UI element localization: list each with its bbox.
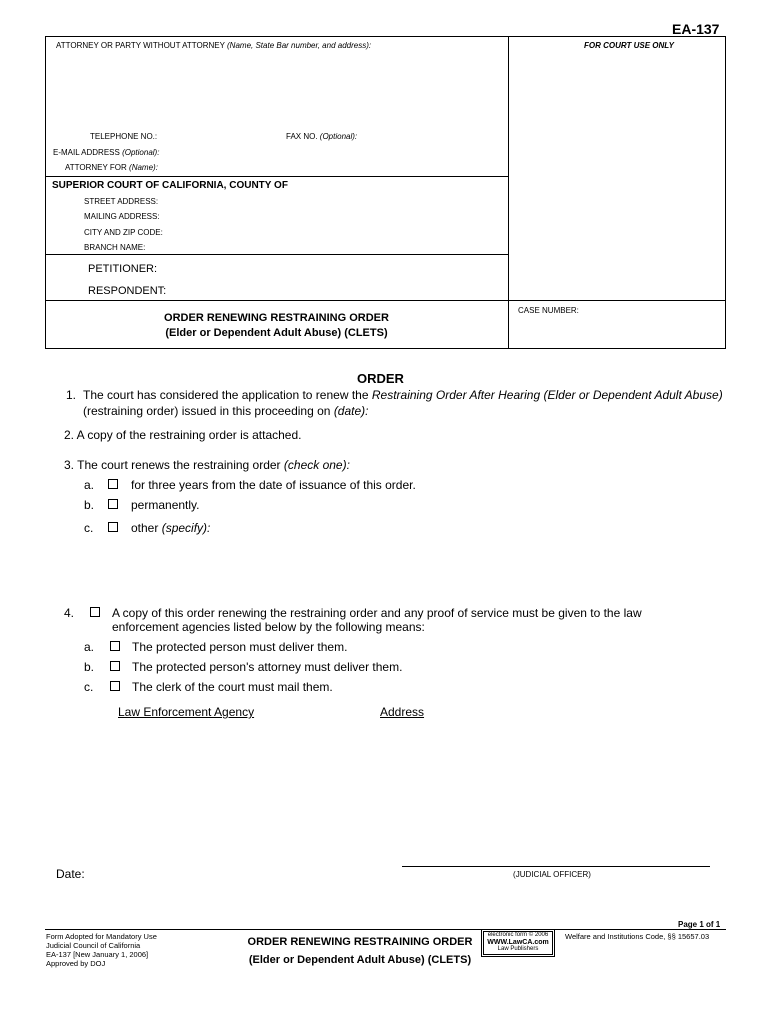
item3-b-text: permanently.	[131, 498, 200, 512]
item3-a-text: for three years from the date of issuance of this order.	[131, 478, 416, 492]
item1-line1	[83, 388, 723, 402]
lawca-line-1: electronic form © 2006	[487, 932, 549, 938]
item4-b-letter: b.	[84, 660, 95, 674]
item1-line2	[83, 404, 369, 418]
item1-text-c: (restraining order) issued in this proceeding on	[83, 404, 331, 418]
attorney-for-label	[65, 163, 158, 172]
signature-line	[402, 866, 710, 867]
item1-text-a: The court has considered the application to renew the	[83, 388, 369, 402]
item3-c-text	[131, 521, 210, 535]
caption-title-2: (Elder or Dependent Adult Abuse) (CLETS)	[165, 327, 388, 339]
street-address-label: STREET ADDRESS:	[84, 197, 159, 206]
email-label-italic: (Optional):	[122, 148, 160, 157]
fax-label-italic: (Optional):	[319, 132, 358, 141]
item4-a-letter: a.	[84, 640, 95, 654]
judicial-officer-label: (JUDICIAL OFFICER)	[513, 870, 591, 879]
case-number-label: CASE NUMBER:	[518, 306, 579, 315]
item4-b-checkbox[interactable]	[110, 661, 120, 671]
email-label	[53, 148, 159, 157]
footer-adopted-3: EA-137 [New January 1, 2006]	[46, 950, 149, 959]
fax-label-text: FAX NO.	[286, 132, 318, 141]
item4-checkbox[interactable]	[90, 607, 100, 617]
page-number: Page 1 of 1	[678, 920, 721, 929]
footer-adopted-2: Judicial Council of California	[46, 941, 141, 950]
attorney-for-italic: (Name):	[129, 163, 158, 172]
attorney-label-italic: (Name, State Bar number, and address):	[227, 41, 372, 50]
footer-adopted-4: Approved by DOJ	[46, 959, 106, 968]
item4-c-letter: c.	[84, 680, 94, 694]
col-address-header: Address	[380, 705, 425, 719]
attorney-for-text: ATTORNEY FOR	[65, 163, 127, 172]
court-use-label: FOR COURT USE ONLY	[584, 41, 674, 50]
item2: 2. A copy of the restraining order is attached.	[64, 428, 302, 442]
rule-parties	[45, 254, 508, 255]
lawca-badge	[481, 929, 555, 957]
item3	[64, 458, 350, 472]
caption-divider	[508, 36, 509, 349]
item3-c-letter: c.	[84, 521, 94, 535]
city-zip-label: CITY AND ZIP CODE:	[84, 228, 163, 237]
footer-adopted	[46, 932, 157, 968]
attorney-label-text: ATTORNEY OR PARTY WITHOUT ATTORNEY	[56, 41, 225, 50]
item3-b-checkbox[interactable]	[108, 499, 118, 509]
mailing-address-label: MAILING ADDRESS:	[84, 212, 160, 221]
item4-c-checkbox[interactable]	[110, 681, 120, 691]
item4-b-text: The protected person's attorney must deliver them.	[132, 660, 403, 674]
petitioner-label: PETITIONER:	[88, 263, 158, 275]
item1-text-b: Restraining Order After Hearing (Elder or Dependent Adult Abuse)	[371, 388, 723, 402]
rule-title	[45, 300, 726, 301]
lawca-line-3: Law Publishers	[497, 946, 539, 952]
item4-line1: A copy of this order renewing the restraining order and any proof of service must be given to the law	[112, 606, 642, 620]
item4-number: 4.	[64, 606, 75, 620]
item3-a-letter: a.	[84, 478, 95, 492]
respondent-label: RESPONDENT:	[88, 285, 167, 297]
email-label-text: E-MAIL ADDRESS	[53, 148, 120, 157]
footer-title-1: ORDER RENEWING RESTRAINING ORDER	[247, 936, 473, 948]
court-name: SUPERIOR COURT OF CALIFORNIA, COUNTY OF	[52, 180, 288, 191]
lawca-line-2: WWW.LawCA.com	[487, 939, 549, 946]
branch-name-label: BRANCH NAME:	[84, 243, 146, 252]
form-id: EA-137	[672, 21, 720, 37]
lawca-badge-inner	[483, 931, 553, 955]
fax-label	[286, 132, 357, 141]
item3-c-specify: (specify):	[161, 521, 211, 535]
footer-title-2: (Elder or Dependent Adult Abuse) (CLETS)	[248, 954, 472, 966]
order-heading: ORDER	[357, 371, 404, 386]
item4-a-text: The protected person must deliver them.	[132, 640, 348, 654]
footer-rule	[45, 929, 726, 930]
item3-b-letter: b.	[84, 498, 95, 512]
item3-a-checkbox[interactable]	[108, 479, 118, 489]
rule-court	[45, 176, 508, 177]
col-agency-header: Law Enforcement Agency	[118, 705, 255, 719]
item1-number: 1.	[66, 388, 77, 402]
item3-text: 3. The court renews the restraining order	[64, 458, 281, 472]
item1-text-d: (date):	[333, 404, 369, 418]
caption-box	[45, 36, 726, 349]
item4-a-checkbox[interactable]	[110, 641, 120, 651]
item4-line2: enforcement agencies listed below by the following means:	[112, 620, 425, 634]
item3-c-checkbox[interactable]	[108, 522, 118, 532]
date-label: Date:	[56, 867, 85, 881]
telephone-label: TELEPHONE NO.:	[90, 132, 158, 141]
footer-adopted-1: Form Adopted for Mandatory Use	[46, 932, 157, 941]
item3-c-other: other	[131, 521, 159, 535]
caption-title-1: ORDER RENEWING RESTRAINING ORDER	[164, 312, 389, 324]
item3-italic: (check one):	[283, 458, 350, 472]
attorney-label	[56, 41, 371, 50]
footer-code: Welfare and Institutions Code, §§ 15657.03	[565, 932, 710, 941]
item4-c-text: The clerk of the court must mail them.	[132, 680, 333, 694]
